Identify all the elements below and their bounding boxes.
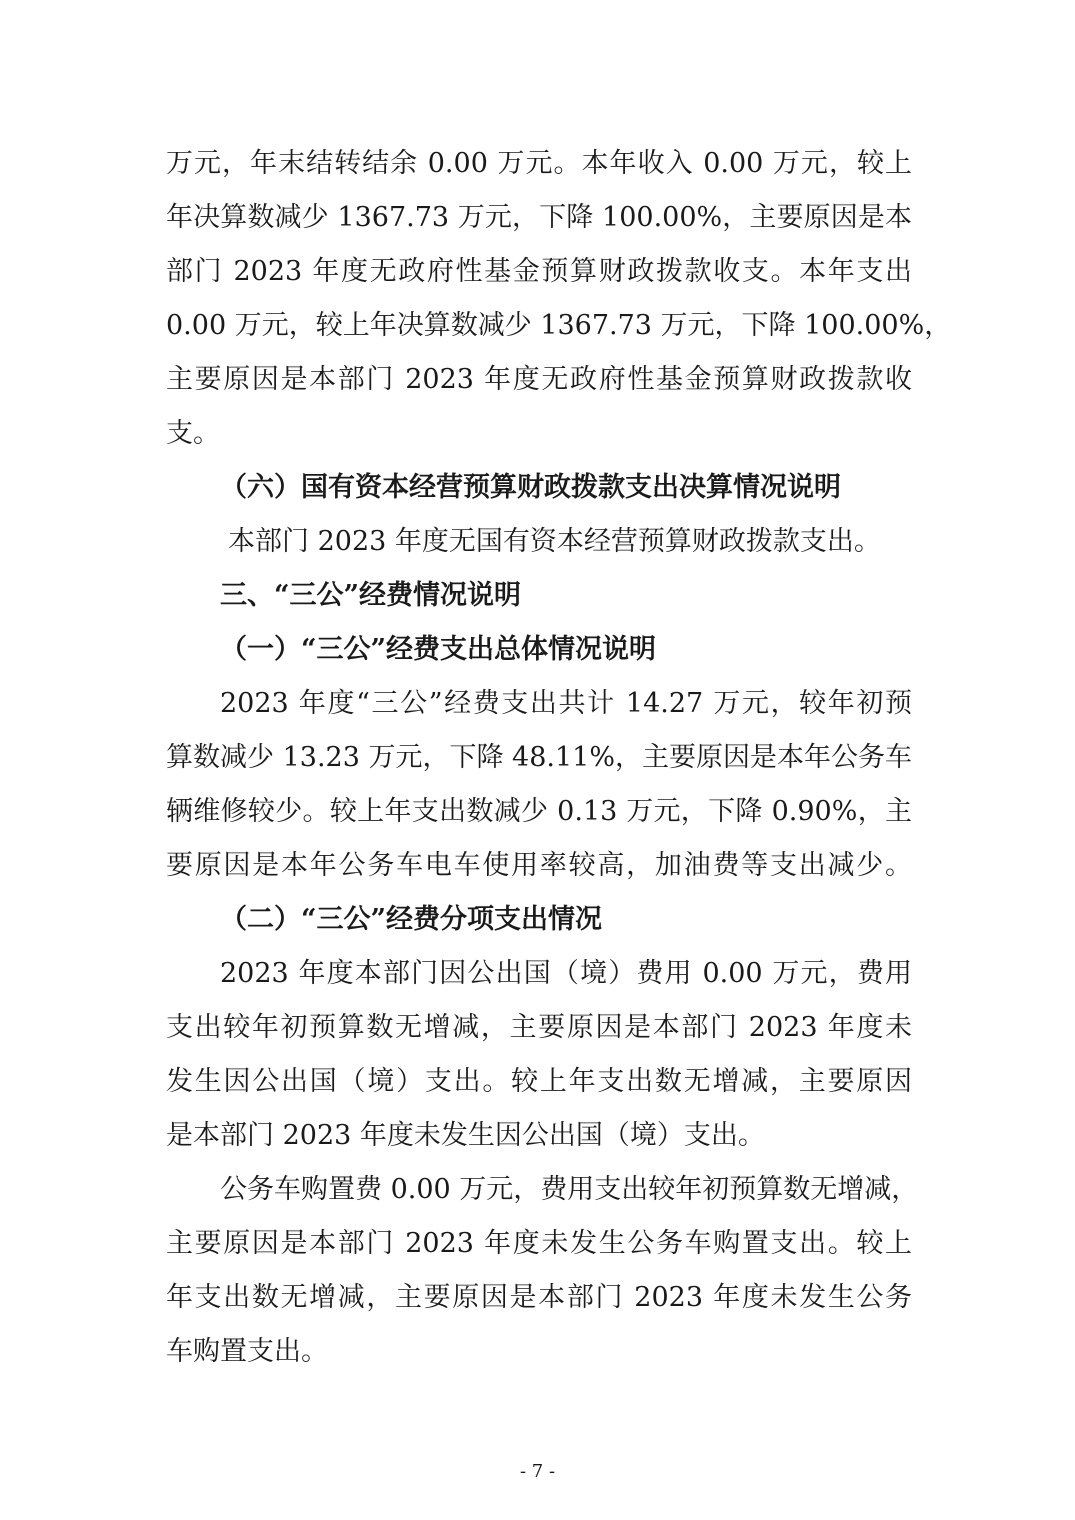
paragraph-line: 支。: [166, 418, 220, 449]
paragraph-line: 算数减少 13.23 万元，下降 48.11%，主要原因是本年公务车: [166, 742, 912, 773]
paragraph-line: 2023 年度“三公”经费支出共计 14.27 万元，较年初预: [220, 688, 912, 719]
paragraph-line: 要原因是本年公务车电车使用率较高，加油费等支出减少。: [166, 850, 912, 881]
paragraph-line: 主要原因是本部门 2023 年度无政府性基金预算财政拨款收: [166, 364, 912, 395]
paragraph-line: 年决算数减少 1367.73 万元，下降 100.00%，主要原因是本: [166, 202, 912, 233]
paragraph-line: 辆维修较少。较上年支出数减少 0.13 万元，下降 0.90%，主: [166, 796, 912, 827]
paragraph-line: 部门 2023 年度无政府性基金预算财政拨款收支。本年支出: [166, 256, 912, 287]
section-heading: （一）“三公”经费支出总体情况说明: [220, 634, 657, 665]
paragraph-line: 车购置支出。: [166, 1336, 328, 1367]
paragraph-line: 年支出数无增减，主要原因是本部门 2023 年度未发生公务: [166, 1282, 912, 1313]
paragraph-line: 主要原因是本部门 2023 年度未发生公务车购置支出。较上: [166, 1228, 912, 1259]
paragraph-line: 公务车购置费 0.00 万元，费用支出较年初预算数无增减，: [220, 1174, 919, 1205]
paragraph-line: 0.00 万元，较上年决算数减少 1367.73 万元，下降 100.00%，: [166, 310, 952, 341]
chapter-heading: 三、“三公”经费情况说明: [220, 580, 522, 611]
paragraph-line: 发生因公出国（境）支出。较上年支出数无增减，主要原因: [166, 1066, 912, 1097]
paragraph-line: 是本部门 2023 年度未发生因公出国（境）支出。: [166, 1120, 765, 1151]
paragraph-line: 支出较年初预算数无增减，主要原因是本部门 2023 年度未: [166, 1012, 912, 1043]
section-heading: （二）“三公”经费分项支出情况: [220, 904, 603, 935]
paragraph-line: 万元，年末结转结余 0.00 万元。本年收入 0.00 万元，较上: [166, 148, 912, 179]
section-heading: （六）国有资本经营预算财政拨款支出决算情况说明: [220, 472, 841, 503]
page-number: - 7 -: [519, 1461, 556, 1482]
paragraph-line: 本部门 2023 年度无国有资本经营预算财政拨款支出。: [228, 526, 881, 557]
paragraph-line: 2023 年度本部门因公出国（境）费用 0.00 万元，费用: [220, 958, 912, 989]
